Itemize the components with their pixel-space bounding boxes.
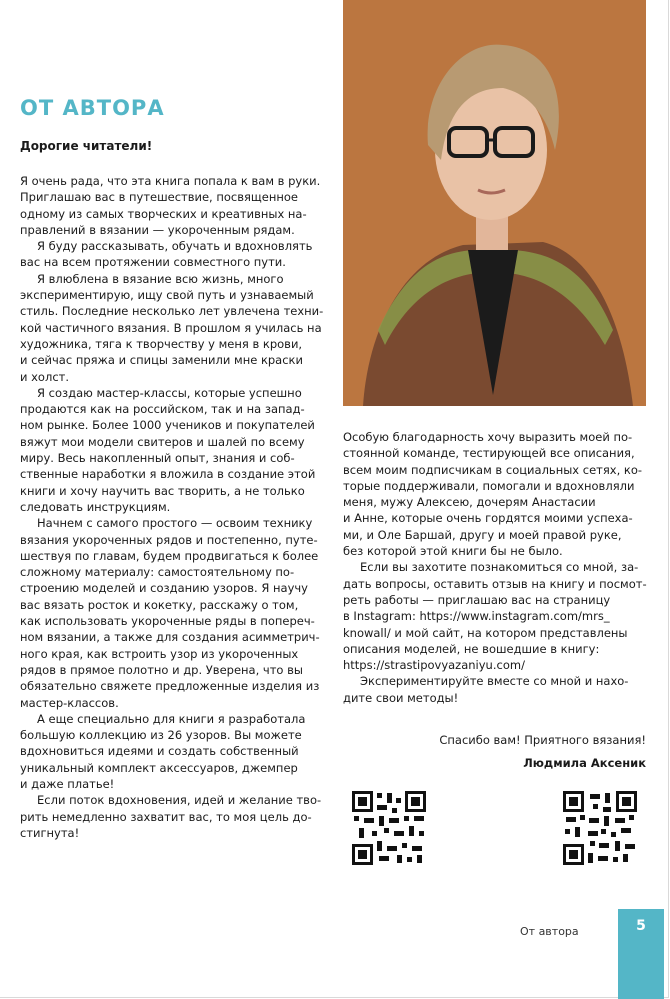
body-line: меня, мужу Алексею, дочерям Анастасии (343, 495, 596, 510)
left-column (20, 173, 324, 841)
body-line: следовать инструкциям. (20, 499, 171, 514)
body-line: стигнута! (20, 825, 80, 840)
body-line: в Instagram: https://www.instagram.com/mrs_ (343, 609, 610, 624)
body-line: реть работы — приглашаю вас на страницу (343, 592, 611, 607)
body-line: как использовать укороченные ряды в попереч- (20, 614, 315, 629)
body-line: строению моделей и созданию узоров. Я научу (20, 581, 308, 596)
body-line: большую коллекцию из 26 узоров. Вы можете (20, 728, 302, 743)
body-line: рить немедленно захватит вас, то моя цель до- (20, 809, 312, 824)
body-line: ном рынке. Более 1000 учеников и покупателей (20, 418, 315, 433)
body-line: и Анне, которые очень гордятся моими успеха- (343, 511, 633, 526)
body-line: Я буду рассказывать, обучать и вдохновлять (37, 239, 313, 254)
body-line: вас на всем протяжении совместного пути. (20, 255, 286, 270)
body-line: продаются как на российском, так и на запад- (20, 402, 305, 417)
body-line: ственные наработки я вложила в создание этой (20, 467, 316, 482)
body-line: мастер-классов. (20, 695, 119, 710)
page-number: 5 (636, 918, 646, 934)
body-line: миру. Весь накопленный опыт, знания и соб- (20, 451, 295, 466)
running-footer: От автора (520, 925, 579, 938)
body-line: Начнем с самого простого — освоим технику (37, 516, 313, 531)
body-line: Приглашаю вас в путешествие, посвященное (20, 190, 298, 205)
author-signature: Людмила Аксеник (523, 756, 646, 770)
author-portrait-illustration (343, 0, 646, 406)
body-line: и сейчас пряжа и спицы заменили мне краски (20, 353, 303, 368)
body-line: уникальный комплект аксессуаров, джемпер (20, 760, 298, 775)
thanks-line: Спасибо вам! Приятного вязания! (439, 733, 646, 747)
body-line: Если вы захотите познакомиться со мной, за- (360, 560, 639, 575)
body-line: дите свои методы! (343, 690, 459, 705)
body-line: knowall/ и мой сайт, на котором представлены (343, 625, 628, 640)
body-line: кой частичного вязания. В прошлом я училась на (20, 320, 322, 335)
body-line: вас вязать росток и кокетку, расскажу о том, (20, 597, 299, 612)
body-line: правлений в вязании — укороченным рядам. (20, 222, 295, 237)
page-title: ОТ АВТОРА (20, 96, 165, 120)
body-line: ном вязании, а также для создания асимметрич- (20, 630, 320, 645)
qr-code-website[interactable] (563, 791, 637, 865)
body-line: Я очень рада, что эта книга попала к вам в руки. (20, 174, 321, 188)
author-photo (343, 0, 646, 406)
body-line: https://strastipovyazaniyu.com/ (343, 658, 525, 673)
body-line: и холст. (20, 369, 69, 384)
body-line: вяжут мои модели свитеров и шалей по всему (20, 434, 305, 449)
body-line: ми, и Оле Баршай, другу и моей правой руке, (343, 527, 622, 542)
body-line: и даже платье! (20, 776, 115, 791)
body-line: рядов в прямое полотно и др. Уверена, что вы (20, 662, 303, 677)
body-line: художника, тяга к творчеству у меня в крови, (20, 336, 303, 351)
body-line: обязательно свяжете предложенные изделия из (20, 679, 320, 694)
page-number-tab (618, 909, 664, 999)
body-line: торые поддерживали, помогали и вдохновляли (343, 478, 635, 493)
body-line: одному из самых творческих и креативных на- (20, 206, 307, 221)
body-line: шествуя по главам, будем продвигаться к более (20, 548, 319, 563)
body-line: стиль. Последние несколько лет увлечена техни- (20, 304, 324, 319)
body-line: ного края, как встроить узор из укороченных (20, 646, 299, 661)
body-line: описания моделей, не вошедшие в книгу: (343, 641, 600, 656)
body-line: без которой этой книги бы не было. (343, 544, 563, 559)
body-line: стоянной команде, тестирующей все описания, (343, 446, 635, 461)
right-column (343, 429, 648, 706)
body-line: Я влюблена в вязание всю жизнь, много (37, 271, 284, 286)
body-line: Я создаю мастер-классы, которые успешно (37, 385, 302, 400)
body-line: дать вопросы, оставить отзыв на книгу и посмот- (343, 576, 647, 591)
body-line: всем моим подписчикам в социальных сетях, ко- (343, 462, 643, 477)
body-line: А еще специально для книги я разработала (37, 711, 306, 726)
body-line: вдохновиться идеями и создать собственный (20, 744, 299, 759)
body-line: вязания укороченных рядов и постепенно, путе- (20, 532, 318, 547)
body-line: книги и хочу научить вас творить, а не только (20, 483, 305, 498)
qr-code-instagram[interactable] (352, 791, 426, 865)
body-line: Особую благодарность хочу выразить моей по- (343, 430, 633, 444)
greeting: Дорогие читатели! (20, 139, 153, 153)
body-line: экспериментирую, ищу свой путь и узнаваемый (20, 288, 314, 303)
body-line: сложному материалу: самостоятельному по- (20, 565, 295, 580)
body-line: Если поток вдохновения, идей и желание тво- (37, 793, 322, 808)
body-line: Экспериментируйте вместе со мной и нахо- (360, 674, 629, 689)
